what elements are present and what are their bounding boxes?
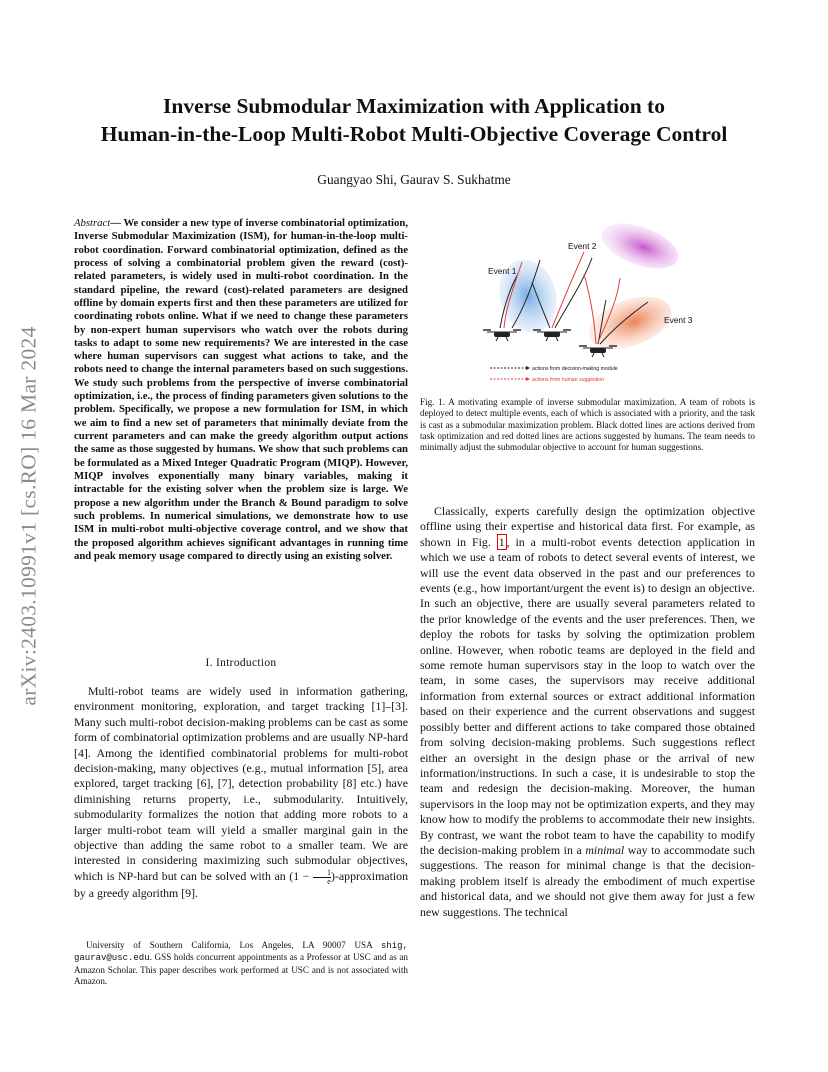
black-action-4 (555, 258, 592, 328)
paper-title (70, 92, 758, 148)
event-3-label: Event 3 (664, 315, 693, 325)
introduction-body (74, 684, 408, 901)
footnote-affiliation: University of Southern California, Los Angeles, LA 90007 USA (86, 940, 381, 950)
red-action-2 (552, 252, 584, 328)
intro-paragraph-tail: )-approximation by a greedy algorithm [9]. (74, 869, 408, 900)
arxiv-id-text: arXiv:2403.10991v1 [cs.RO] 16 Mar 2024 (16, 326, 41, 706)
footnote-email-1: shig, (380, 941, 408, 951)
figure-1-caption: Fig. 1. A motivating example of inverse submodular maximization. A team of robots is deployed to detect multiple events, each of which is associated with a priority, and the task is cast as a submodular maximization problem. Black dotted lines are actions derived from task optimization and red dotted lines are actions suggested by humans. The team needs to minimally adjust the submodular objective to account for human suggestions. (420, 397, 755, 453)
figure-legend (490, 366, 618, 383)
right-paragraph (420, 504, 755, 920)
right-paragraph-part-b: , in a multi-robot events detection application in which we use a team of robots to detect several events of interest, we will use the event data observed in the past and our preferences to events (e.g., how important/urgent the event is) to design an objective. In such an objective, there are usually several parameters related to the prior knowledge of the events and the user preferences. Then, we deploy the robots for tasks by solving the optimization problem online. However, when robotic teams are deployed in the field and some remote human supervisors stay in the loop to watch over the team, in some cases, the supervisors may receive additional information from external sources or extract additional information based on their experience and the current observations and suggest possibly better and different actions to take compared those obtained from solving decision-making problems. Such suggestions reflect either an oversight in the design phase or the arrival of new information/instructions. In such a case, it is undesirable to stop the team and redesign the decision-making. Moreover, the human supervisors in the loop may not be optimization experts, and they may know how to modify the problems to accommodate their new insights. By contrast, we want the robot team to have the capability to modify the decision-making problem in a (420, 534, 755, 857)
legend-red-arrow-icon (526, 377, 530, 381)
figure-reference-link[interactable]: 1 (498, 534, 505, 549)
drone-1-icon (483, 330, 521, 341)
footnote-note: . GSS holds concurrent appointments as a Professor at USC and as an Amazon Scholar. This paper describes work performed at USC and is not associated with Amazon. (74, 952, 408, 986)
event-1-label: Event 1 (488, 266, 517, 276)
legend-black-arrow-icon (526, 366, 530, 370)
figure-1-illustration (470, 216, 710, 388)
legend-black-label: actions from decision-making module (532, 366, 618, 372)
fraction-denominator: e (327, 876, 331, 886)
right-paragraph-part-c: way to accommodate such suggestions. The reason for minimal change is that the decision-making problem itself is already the embodiment of much expertise and historical data, and we should not give them away for just a few new suggestions. The technical (420, 842, 756, 919)
section-heading-introduction: I. Introduction (205, 657, 277, 669)
event-2-label: Event 2 (568, 241, 597, 251)
fraction-one-over-e (313, 869, 331, 886)
footnote-email-2: gaurav@usc.edu (74, 953, 150, 964)
right-column-body (420, 504, 755, 920)
intro-paragraph-text: Multi-robot teams are widely used in information gathering, environment monitoring, exploration, and target tracking [1]–[3]. Many such multi-robot decision-making problems can be cast as some form of combinatorial optimization problems and are usually NP-hard [4]. Among the identified combinatorial problems for multi-robot decision-making, many objectives (e.g., mutual information [5], area explored, target tracking [6], [7], detection probability [8] etc.) have diminishing returns property, i.e., submodularity. Intuitively, submodularity formalizes the notion that adding more robots to a larger multi-robot team will yield a smaller marginal gain in the objective than adding the same robot to a smaller team. We are interested in considering maximizing such submodular objectives, which is NP-hard but can be solved with an (1 − (74, 684, 408, 884)
abstract-label: Abstract (74, 217, 111, 229)
drone-2-icon (533, 330, 571, 341)
abstract-text: — We consider a new type of inverse combinatorial optimization, Inverse Submodular Maximization (ISM), for human-in-the-loop multi-robot coordination. Forward combinatorial optimization, defined as the process of solving a combinatorial problem given the reward (cost)-related parameters, is widely used in multi-robot coordination. In the standard pipeline, the reward (cost)-related parameters are designed offline by domain experts first and then these parameters are utilized for coordinating robots online. What if we need to change these parameters by non-expert human supervisors who watch over the robots during tasks to adapt to some new requirements? We are interested in the case where human supervisors can suggest what actions to take, and the robots need to change the internal parameters based on such suggestions. We study such problems from the perspective of inverse combinatorial optimization, i.e., the process of finding parameters given solutions to the problem. Specifically, we propose a new formulation for ISM, in which we aim to find a new set of parameters that minimally deviate from the current parameters and can make the greedy algorithm output actions the same as those suggested by humans. We show that such problems can be formulated as a Mixed Integer Quadratic Program (MIQP). However, MIQP involves exponentially many binary variables, making it intractable for the existing solver when the problem size is large. We propose a new algorithm under the Branch & Bound paradigm to solve such problems. In numerical simulations, we demonstrate how to use ISM in multi-robot multi-objective coverage control, and we show that the proposed algorithm achieves significant advantages in running time and peak memory usage compared to directly using an existing solver. (74, 217, 408, 562)
fraction-numerator: 1 (313, 869, 331, 878)
arxiv-identifier (14, 266, 44, 766)
event-2-region (596, 216, 684, 278)
legend-red-label: actions from human suggestion (532, 377, 605, 383)
author-list: Guangyao Shi, Gaurav S. Sukhatme (317, 172, 511, 187)
affiliation-footnote (74, 940, 408, 987)
abstract (74, 217, 408, 563)
title-line-1: Inverse Submodular Maximization with Application to (163, 94, 665, 118)
title-line-2: Human-in-the-Loop Multi-Robot Multi-Objective Coverage Control (100, 122, 728, 146)
drone-3-icon (579, 346, 617, 357)
intro-paragraph (74, 684, 408, 901)
right-paragraph-part-a: Classically, experts carefully design the optimization objective offline using their expertise and historical data first. For example, as shown in Fig. (420, 504, 755, 549)
right-paragraph-emphasis: minimal (585, 842, 625, 857)
